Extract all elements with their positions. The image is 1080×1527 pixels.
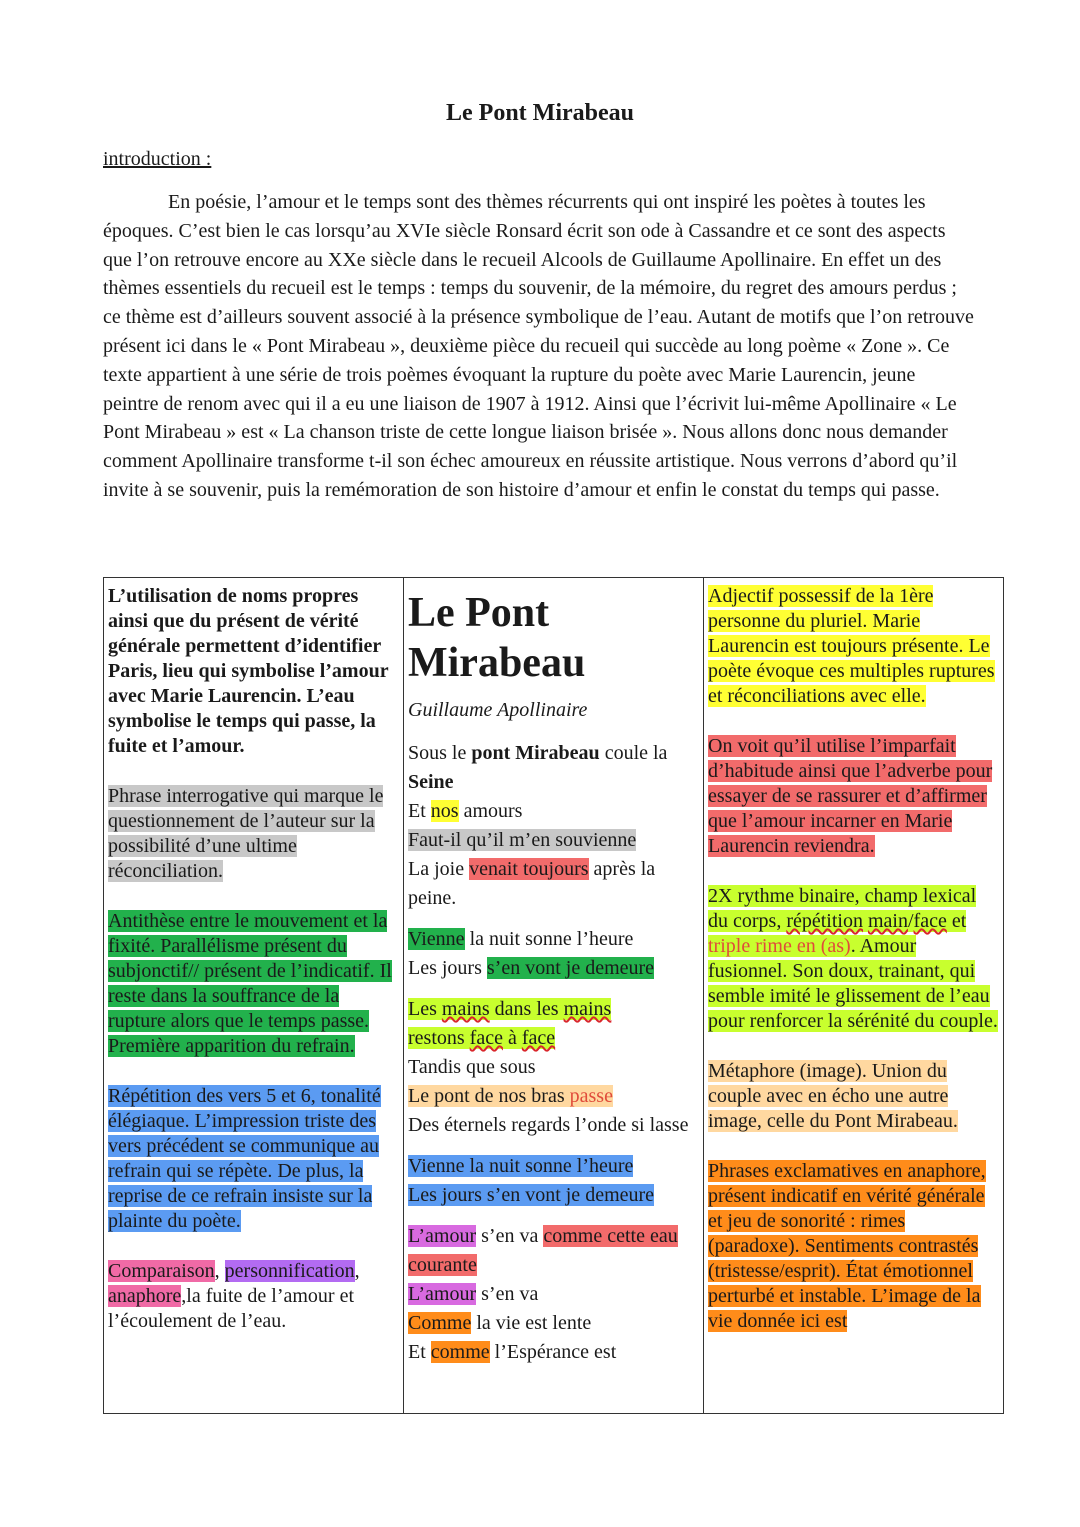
- poem-title: Le Pont Mirabeau: [408, 590, 586, 686]
- page-title: Le Pont Mirabeau: [446, 100, 634, 126]
- intro-label: introduction :: [103, 148, 212, 170]
- poem-author: Guillaume Apollinaire: [408, 699, 588, 721]
- left-notes-column: [104, 578, 404, 1414]
- note-binary-rhythm: 2X rythme binaire, champ lexical du corps, répétition main/face et triple rime en (as). Amour fusionnel. Son doux, trainant, qui semble imité le glissement de l’eau pour renforcer la sérénité du couple.: [708, 885, 998, 1032]
- note-exclamative: Phrases exclamatives en anaphore, présent indicatif en vérité générale et jeu de sonorité : rimes (paradoxe). Sentiments contrastés (tristesse/esprit). État émotionnel perturbé et instable. L’image de la vie donnée ici est: [708, 1160, 986, 1332]
- note-metaphor: Métaphore (image). Union du couple avec en écho une autre image, celle du Pont Mirabeau.: [708, 1060, 958, 1132]
- stanza-4-refrain: Vienne la nuit sonne l’heure Les jours s’en vont je demeure: [408, 1155, 655, 1206]
- stanza-1: Sous le pont Mirabeau coule la Seine Et nos amours Faut-il qu’il m’en souvienne La joie venait toujours après la peine.: [408, 742, 668, 909]
- note-comparison: Comparaison, personnification, anaphore,la fuite de l’amour et l’écoulement de l’eau.: [108, 1260, 360, 1332]
- right-notes-column: [704, 578, 1004, 1414]
- note-imperfect: On voit qu’il utilise l’imparfait d’habitude ainsi que l’adverbe pour essayer de se rassurer et d’affirmer que l’amour incarner en Marie Laurencin reviendra.: [708, 735, 993, 857]
- note-antithesis: Antithèse entre le mouvement et la fixité. Parallélisme présent du subjonctif// présent de l’indicatif. Il reste dans la souffrance de la rupture alors que le temps passe. Première apparition du refrain.: [108, 910, 392, 1057]
- note-proper-nouns: L’utilisation de noms propres ainsi que du présent de vérité générale permettent d’identifier Paris, lieu qui symbolise l’amour avec Marie Laurencin. L’eau symbolise le temps qui passe, la fuite et l’amour.: [108, 585, 389, 757]
- analysis-table: [103, 577, 1004, 1414]
- stanza-3: Les mains dans les mains restons face à face Tandis que sous Le pont de nos bras passe Des éternels regards l’onde si lasse: [408, 998, 689, 1136]
- stanza-5: L’amour s’en va comme cette eau courante L’amour s’en va Comme la vie est lente Et comme l’Espérance est: [408, 1225, 678, 1363]
- intro-paragraph: En poésie, l’amour et le temps sont des thèmes récurrents qui ont inspiré les poètes à toutes les époques. C’est bien le cas lorsqu’au XVIe siècle Ronsard écrit son ode à Cassandre et ce sont des aspects que l’on retrouve encore au XXe siècle dans le recueil Alcools de Guillaume Apollinaire. En effet un des thèmes essentiels du recueil est le temps : temps du souvenir, de la mémoire, du regret des amours perdus ; ce thème est d’ailleurs souvent associé à la présence symbolique de l’eau. Autant de motifs que l’on retrouve présent ici dans le « Pont Mirabeau », deuxième pièce du recueil qui succède au long poème « Zone ». Ce texte appartient à une série de trois poèmes évoquant la rupture du poète avec Marie Laurencin, jeune peintre de renom avec qui il a eu une liaison de 1907 à 1912. Ainsi que l’écrivit lui-même Apollinaire « Le Pont Mirabeau » est « La chanson triste de cette longue liaison brisée ». Nous allons donc nous demander comment Apollinaire transforme t-il son échec amoureux en réussite artistique. Nous verrons d’abord qu’il invite à se souvenir, puis la remémoration de son histoire d’amour et enfin le constat du temps qui passe.: [103, 191, 974, 501]
- note-interrogative: Phrase interrogative qui marque le questionnement de l’auteur sur la possibilité d’une ultime réconciliation.: [108, 785, 384, 882]
- note-possessive: Adjectif possessif de la 1ère personne du pluriel. Marie Laurencin est toujours présente. Le poète évoque ces multiples ruptures et réconciliations avec elle.: [708, 585, 995, 707]
- stanza-2: Vienne la nuit sonne l’heure Les jours s’en vont je demeure: [408, 928, 655, 979]
- note-repetition: Répétition des vers 5 et 6, tonalité élégiaque. L’impression triste des vers précédent se communique au refrain qui se répète. De plus, la reprise de ce refrain insiste sur la plainte du poète.: [108, 1085, 381, 1232]
- poem-column: [404, 578, 704, 1414]
